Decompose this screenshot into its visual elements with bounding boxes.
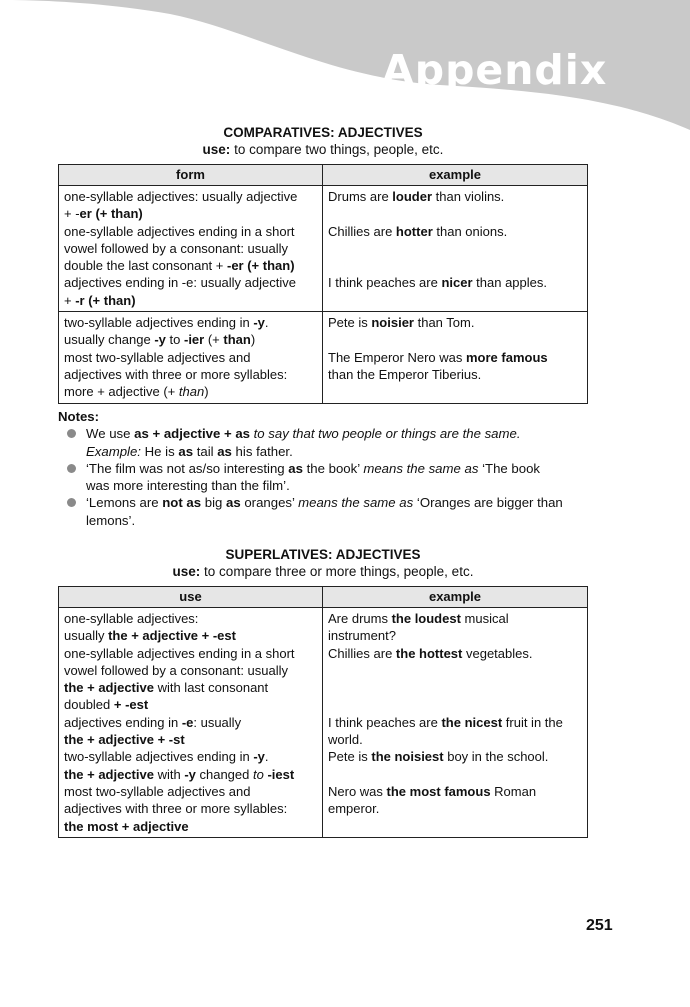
col-header-example: example — [323, 587, 588, 608]
page-title: Appendix — [382, 46, 608, 94]
superlatives-use: use: to compare three or more things, people, etc. — [172, 564, 474, 579]
table-header-row — [59, 165, 588, 186]
form-cell: one-syllable adjectives: usually adjective + -er (+ than) one-syllable adjectives ending in a short vowel followed by a consonant: usually double the last consonant + -er (+ than) adjectives ending in -e: usually adjective + -r (+ than) — [59, 186, 323, 312]
superlatives-table — [58, 586, 588, 838]
col-header-form: form — [59, 165, 323, 186]
example-cell: Drums are louder than violins. Chillies are hotter than onions. I think peaches are nicer than apples. — [323, 186, 588, 312]
bullet-icon — [67, 464, 76, 473]
col-header-use: use — [59, 587, 323, 608]
list-item: ‘The film was not as/so interesting as the book’ means the same as ‘The book was more interesting than the film’. — [58, 460, 598, 495]
example-cell: Pete is noisier than Tom. The Emperor Nero was more famous than the Emperor Tiberius. — [323, 312, 588, 403]
superlatives-title: SUPERLATIVES: ADJECTIVES — [225, 547, 421, 562]
form-cell: two-syllable adjectives ending in -y. usually change -y to -ier (+ than) most two-syllable adjectives and adjectives with three or more syllables: more + adjective (+ than) — [59, 312, 323, 403]
example-cell: Are drums the loudest musical instrument? Chillies are the hottest vegetables. I think peaches are the nicest fruit in the world. Pete is the noisiest boy in the school. Nero was the most famous Roman emperor. — [323, 608, 588, 838]
table-row — [59, 608, 588, 838]
page-number: 251 — [586, 917, 613, 934]
bullet-icon — [67, 498, 76, 507]
comparatives-section — [58, 124, 588, 404]
table-header-row — [59, 587, 588, 608]
use-cell: one-syllable adjectives: usually the + adjective + -est one-syllable adjectives ending in a short vowel followed by a consonant: usually the + adjective with last consonant doubled + -est adjectives ending in -e: usually the + adjective + -st two-syllable adjectives ending in -y. the + adjective with -y changed to -iest most two-syllable adjectives and adjectives with three or more syllables: the most + adjective — [59, 608, 323, 838]
comparatives-use: use: to compare two things, people, etc. — [202, 142, 444, 157]
comparatives-table — [58, 164, 588, 404]
notes-heading: Notes: — [58, 409, 100, 424]
list-item: We use as + adjective + as to say that two people or things are the same. Example: He is as tail as his father. — [58, 425, 598, 460]
col-header-example: example — [323, 165, 588, 186]
superlatives-section — [58, 546, 588, 838]
bullet-icon — [67, 429, 76, 438]
comparatives-title: COMPARATIVES: ADJECTIVES — [223, 125, 423, 140]
table-row — [59, 312, 588, 403]
table-row — [59, 186, 588, 312]
list-item: ‘Lemons are not as big as oranges’ means the same as ‘Oranges are bigger than lemons’. — [58, 494, 598, 529]
notes-section — [58, 408, 598, 529]
